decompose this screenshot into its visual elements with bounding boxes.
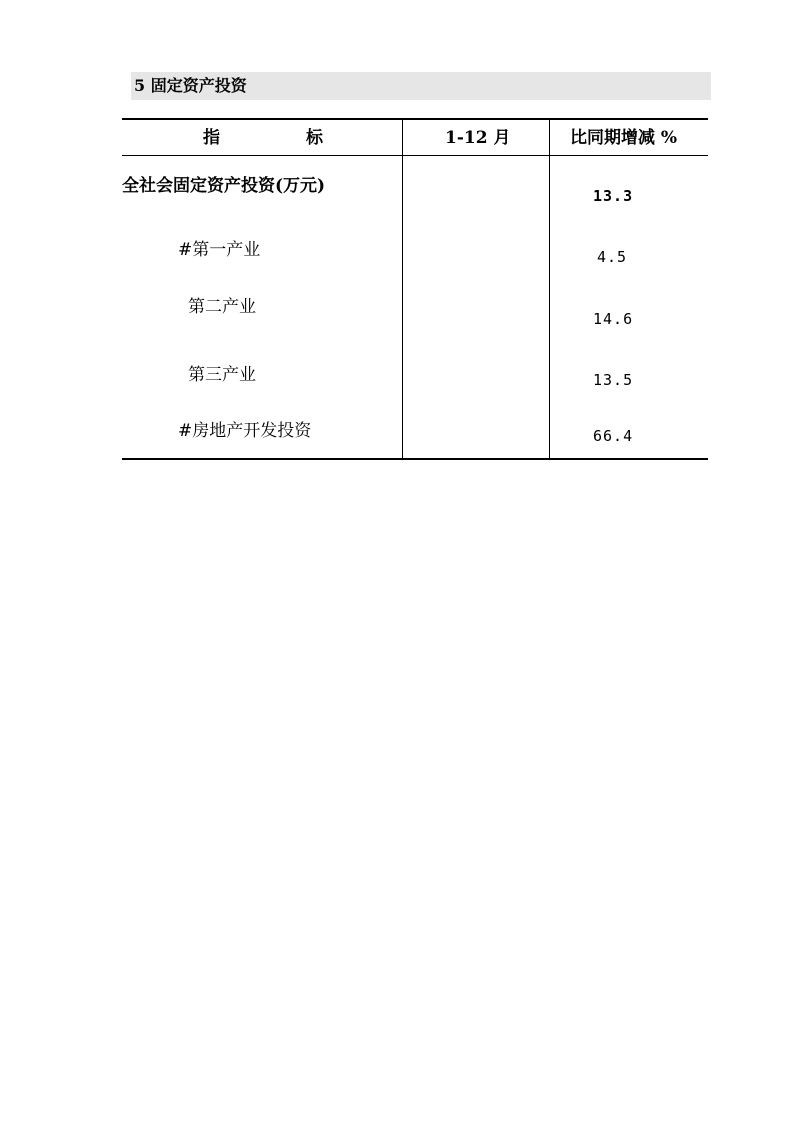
header-period: 1-12 月	[445, 128, 511, 148]
header-bottom-rule	[122, 155, 708, 156]
row-label-tertiary-industry: 第三产业	[188, 365, 256, 385]
header-indicator-left: 指	[203, 128, 220, 148]
row-change-real-estate: 66.4	[593, 427, 634, 445]
column-divider-2	[549, 118, 550, 460]
table-bottom-rule	[122, 458, 708, 460]
row-label-primary-industry: #第一产业	[178, 240, 261, 260]
section-title: 5 固定资产投资	[134, 76, 247, 95]
row-label-secondary-industry: 第二产业	[188, 297, 256, 317]
header-change: 比同期增减 %	[570, 128, 678, 148]
row-change-secondary-industry: 14.6	[593, 310, 634, 328]
header-indicator-right: 标	[306, 128, 323, 148]
row-label-total: 全社会固定资产投资(万元)	[122, 176, 326, 196]
fixed-asset-investment-table	[122, 118, 708, 460]
section-header-bar	[131, 72, 711, 100]
row-change-total: 13.3	[593, 187, 634, 205]
table-top-rule	[122, 118, 708, 120]
row-change-tertiary-industry: 13.5	[593, 371, 634, 389]
row-change-primary-industry: 4.5	[597, 248, 628, 266]
column-divider-1	[402, 118, 403, 460]
row-label-real-estate: #房地产开发投资	[178, 421, 312, 441]
